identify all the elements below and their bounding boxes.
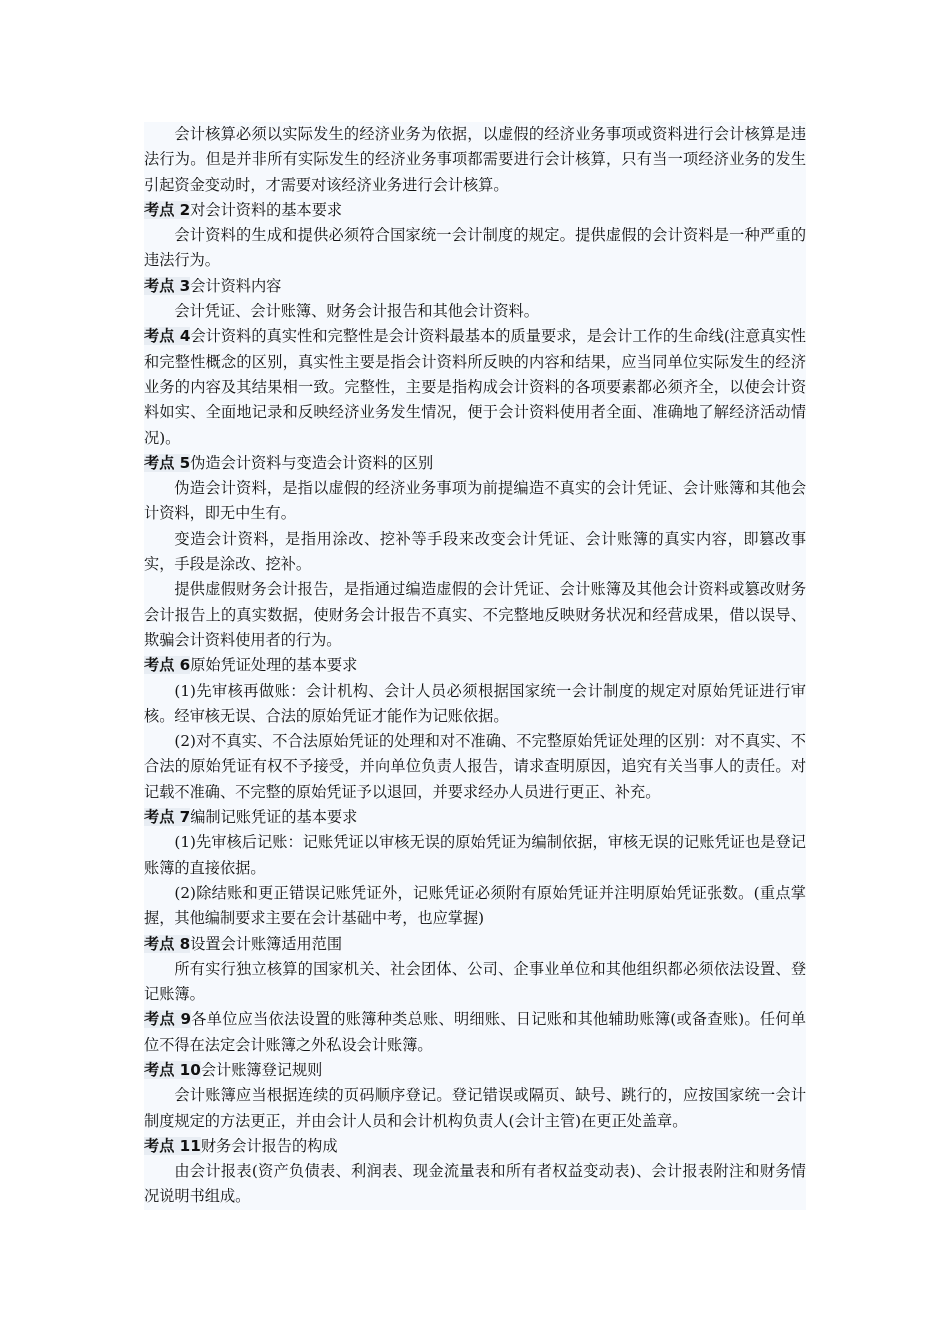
point-label: 考点 2 [144, 200, 191, 219]
point-title: 编制记账凭证的基本要求 [190, 808, 358, 827]
intro-paragraph: 会计核算必须以实际发生的经济业务为依据，以虚假的经济业务事项或资料进行会计核算是违法行为。但是并非所有实际发生的经济业务事项都需要进行会计核算，只有当一项经济业务的发生引起资金变动时，才需要对该经济业务进行会计核算。 [144, 125, 806, 194]
point-label: 考点 5 [144, 453, 191, 472]
point-label: 考点 10 [144, 1060, 201, 1079]
paragraph: 会计账簿应当根据连续的页码顺序登记。登记错误或隔页、缺号、跳行的，应按国家统一会计制度规定的方法更正，并由会计人员和会计机构负责人(会计主管)在更正处盖章。 [144, 1086, 806, 1130]
point-9-heading [144, 1007, 806, 1058]
paragraph: 由会计报表(资产负债表、利润表、现金流量表和所有者权益变动表)、会计报表附注和财务情况说明书组成。 [144, 1162, 806, 1206]
paragraph: 所有实行独立核算的国家机关、社会团体、公司、企事业单位和其他组织都必须依法设置、登记账簿。 [144, 959, 806, 1004]
paragraph: (2)除结账和更正错误记账凭证外，记账凭证必须附有原始凭证并注明原始凭证张数。(重点掌握，其他编制要求主要在会计基础中考，也应掌握) [144, 883, 806, 928]
point-6-heading [144, 653, 806, 678]
point-title: 各单位应当依法设置的账簿种类总账、明细账、日记账和其他辅助账簿(或备查账)。任何单位不得在法定会计账簿之外私设会计账簿。 [144, 1010, 806, 1054]
point-title: 财务会计报告的构成 [200, 1136, 338, 1155]
point-title: 会计资料的真实性和完整性是会计资料最基本的质量要求，是会计工作的生命线(注意真实性和完整性概念的区别，真实性主要是指会计资料所反映的内容和结果，应当同单位实际发生的经济业务的内容及其结果相一致。完整性，主要是指构成会计资料的各项要素都必须齐全，以使会计资料如实、全面地记录和反映经济业务发生情况，便于会计资料使用者全面、准确地了解经济活动情况)。 [144, 327, 806, 447]
paragraph: (2)对不真实、不合法原始凭证的处理和对不准确、不完整原始凭证处理的区别：对不真实、不合法的原始凭证有权不予接受，并向单位负责人报告，请求查明原因，追究有关当事人的责任。对记载不准确、不完整的原始凭证予以退回，并要求经办人员进行更正、补充。 [144, 732, 806, 801]
point-title: 伪造会计资料与变造会计资料的区别 [190, 453, 434, 472]
document-body [144, 122, 806, 1210]
point-5-heading [144, 451, 806, 476]
paragraph: (1)先审核后记账：记账凭证以审核无误的原始凭证为编制依据，审核无误的记账凭证也是登记账簿的直接依据。 [144, 833, 806, 877]
point-title: 设置会计账簿适用范围 [190, 934, 343, 953]
point-label: 考点 7 [144, 808, 191, 827]
point-8-heading [144, 932, 806, 957]
point-title: 原始凭证处理的基本要求 [190, 656, 358, 675]
paragraph: (1)先审核再做账：会计机构、会计人员必须根据国家统一会计制度的规定对原始凭证进行审核。经审核无误、合法的原始凭证才能作为记账依据。 [144, 681, 806, 725]
point-label: 考点 4 [144, 327, 191, 346]
point-label: 考点 11 [144, 1136, 201, 1155]
point-2-heading [144, 198, 806, 223]
point-3-heading [144, 274, 806, 299]
paragraph: 会计凭证、会计账簿、财务会计报告和其他会计资料。 [174, 302, 539, 321]
paragraph: 会计资料的生成和提供必须符合国家统一会计制度的规定。提供虚假的会计资料是一种严重的违法行为。 [144, 226, 806, 270]
point-10-heading [144, 1058, 806, 1083]
paragraph: 提供虚假财务会计报告，是指通过编造虚假的会计凭证、会计账簿及其他会计资料或篡改财务会计报告上的真实数据，使财务会计报告不真实、不完整地反映财务状况和经营成果，借以误导、欺骗会计资料使用者的行为。 [144, 580, 806, 649]
point-label: 考点 9 [144, 1010, 192, 1029]
paragraph: 伪造会计资料，是指以虚假的经济业务事项为前提编造不真实的会计凭证、会计账簿和其他会计资料，即无中生有。 [144, 479, 806, 523]
point-title: 会计账簿登记规则 [200, 1060, 323, 1079]
paragraph: 变造会计资料，是指用涂改、挖补等手段来改变会计凭证、会计账簿的真实内容，即篡改事实，手段是涂改、挖补。 [144, 529, 806, 574]
point-4-heading [144, 324, 806, 450]
point-title: 对会计资料的基本要求 [190, 200, 343, 219]
point-11-heading [144, 1134, 806, 1159]
point-7-heading [144, 805, 806, 830]
point-title: 会计资料内容 [190, 276, 282, 295]
point-label: 考点 6 [144, 656, 191, 675]
point-label: 考点 3 [144, 276, 191, 295]
point-label: 考点 8 [144, 934, 191, 953]
